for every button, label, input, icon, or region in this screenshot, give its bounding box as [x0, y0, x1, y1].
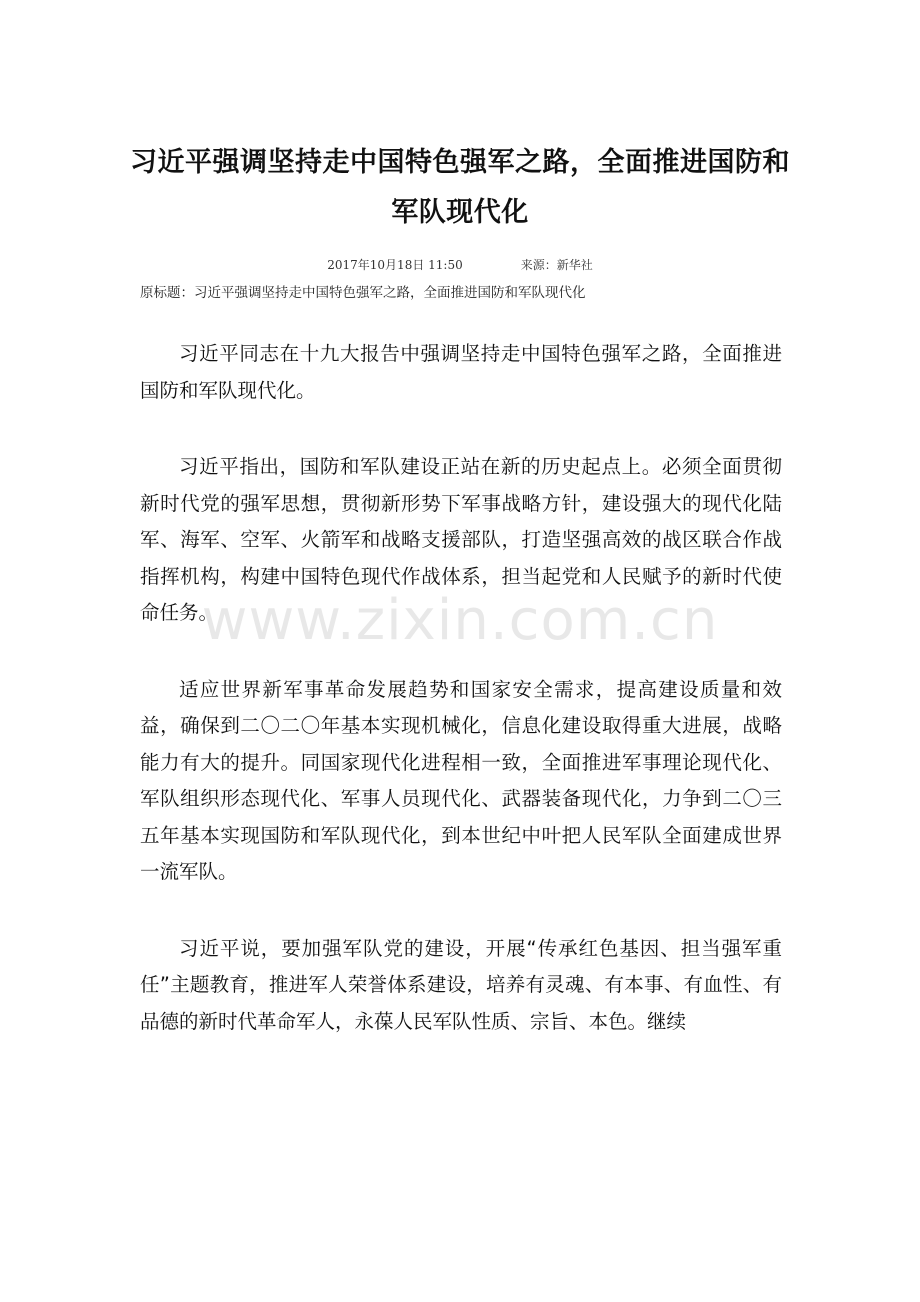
paragraph-4: 习近平说，要加强军队党的建设，开展“传承红色基因、担当强军重任”主题教育，推进军人荣誉体系建设，培养有灵魂、有本事、有血性、有品德的新时代革命军人，永葆人民军队性质、宗旨、本色。继续: [140, 936, 782, 1033]
article-title: 习近平强调坚持走中国特色强军之路，全面推进国防和军队现代化: [130, 147, 790, 228]
original-title: 原标题：习近平强调坚持走中国特色强军之路，全面推进国防和军队现代化: [140, 285, 586, 301]
article-body: [140, 336, 782, 1080]
paragraph-2: 习近平指出，国防和军队建设正站在新的历史起点上。必须全面贯彻新时代党的强军思想，贯彻新形势下军事战略方针，建设强大的现代化陆军、海军、空军、火箭军和战略支援部队，打造坚强高效的战区联合作战指挥机构，构建中国特色现代作战体系，担当起党和人民赋予的新时代使命任务。: [140, 455, 782, 624]
article-meta: [0, 256, 920, 274]
paragraph-1: 习近平同志在十九大报告中强调坚持走中国特色强军之路，全面推进国防和军队现代化。: [140, 342, 782, 402]
paragraph-3: 适应世界新军事革命发展趋势和国家安全需求，提高建设质量和效益，确保到二〇二〇年基本实现机械化，信息化建设取得重大进展，战略能力有大的提升。同国家现代化进程相一致，全面推进军事理论现代化、军队组织形态现代化、军事人员现代化、武器装备现代化，力争到二〇三五年基本实现国防和军队现代化，到本世纪中叶把人民军队全面建成世界一流军队。: [140, 677, 782, 883]
publish-date: 2017年10月18日 11:50: [327, 258, 463, 272]
watermark: www.zixin.com.cn: [201, 588, 719, 653]
article-source: 来源：新华社: [520, 258, 593, 272]
